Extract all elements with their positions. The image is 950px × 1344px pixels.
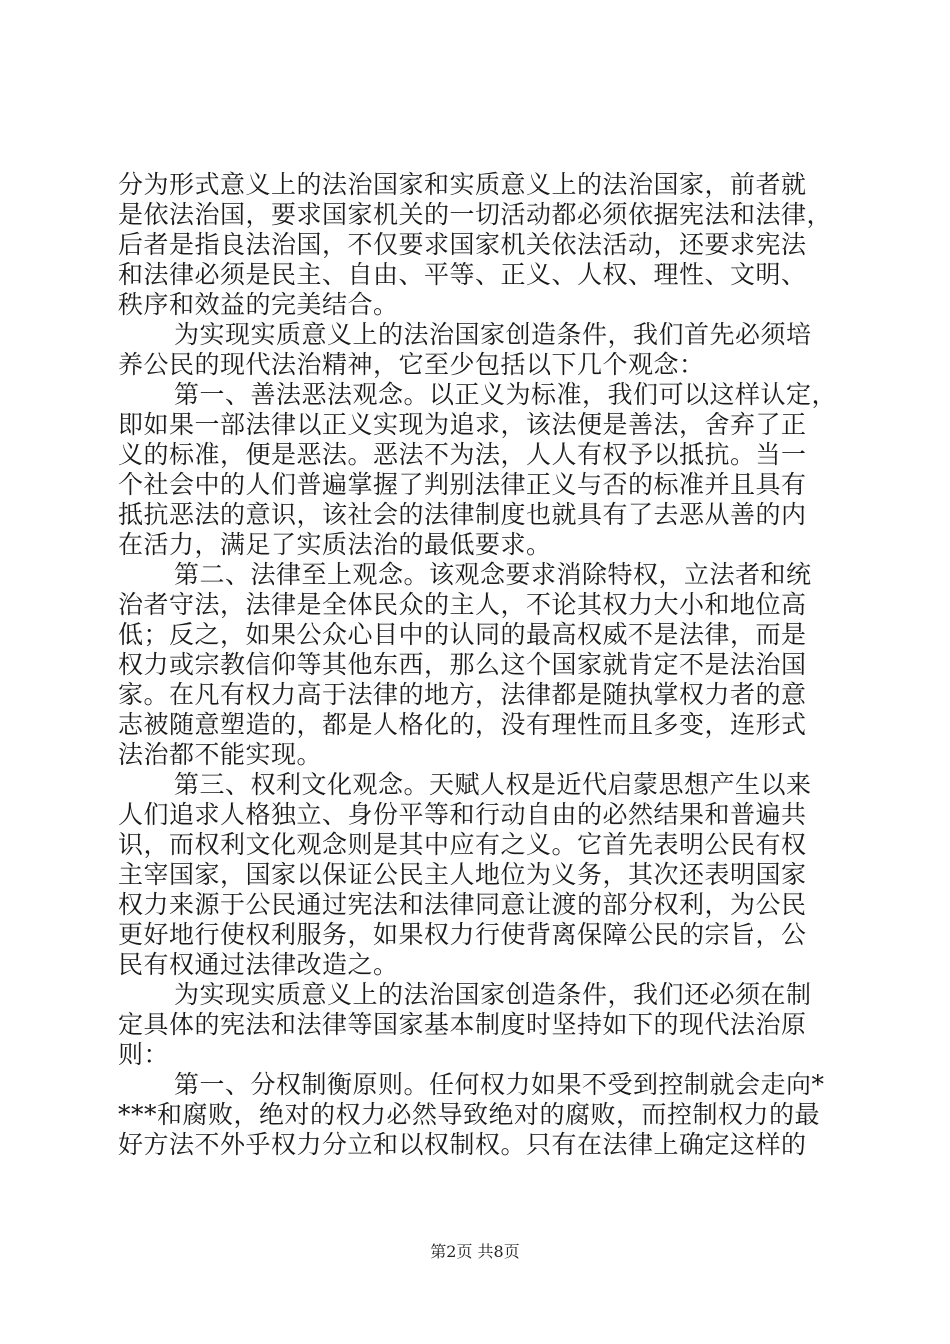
text-line: 志被随意塑造的，都是人格化的，没有理性而且多变，连形式 [118, 710, 807, 739]
page-number-footer: 第2页 共8页 [430, 1242, 520, 1261]
text-line: 秩序和效益的完美结合。 [118, 290, 399, 319]
paragraph-start-line: 为实现实质意义上的法治国家创造条件，我们还必须在制 [174, 980, 812, 1009]
text-line: 更好地行使权利服务，如果权力行使背离保障公民的宗旨，公 [118, 920, 807, 949]
paragraph-start-line: 第一、分权制衡原则。任何权力如果不受到控制就会走向* [174, 1070, 825, 1099]
text-line: ***和腐败，绝对的权力必然导致绝对的腐败，而控制权力的最 [118, 1100, 821, 1129]
text-line: 和法律必须是民主、自由、平等、正义、人权、理性、文明、 [118, 260, 807, 289]
text-line: 家。在凡有权力高于法律的地方，法律都是随执掌权力者的意 [118, 680, 807, 709]
text-line: 民有权通过法律改造之。 [118, 950, 399, 979]
text-line: 低；反之，如果公众心目中的认同的最高权威不是法律，而是 [118, 620, 807, 649]
body-text [118, 170, 838, 1160]
text-line: 权力来源于公民通过宪法和法律同意让渡的部分权利，为公民 [118, 890, 807, 919]
text-line: 主宰国家，国家以保证公民主人地位为义务，其次还表明国家 [118, 860, 807, 889]
text-line: 定具体的宪法和法律等国家基本制度时坚持如下的现代法治原 [118, 1010, 807, 1039]
text-line: 人们追求人格独立、身份平等和行动自由的必然结果和普遍共 [118, 800, 807, 829]
paragraph-start-line: 第二、法律至上观念。该观念要求消除特权，立法者和统 [174, 560, 812, 589]
paragraph-start-line: 第一、善法恶法观念。以正义为标准，我们可以这样认定， [174, 380, 838, 409]
text-line: 抵抗恶法的意识，该社会的法律制度也就具有了去恶从善的内 [118, 500, 807, 529]
paragraph-start-line: 第三、权利文化观念。天赋人权是近代启蒙思想产生以来 [174, 770, 812, 799]
text-line: 个社会中的人们普遍掌握了判别法律正义与否的标准并且具有 [118, 470, 807, 499]
text-line: 养公民的现代法治精神，它至少包括以下几个观念： [118, 350, 705, 379]
text-line: 治者守法，法律是全体民众的主人，不论其权力大小和地位高 [118, 590, 807, 619]
text-line: 在活力，满足了实质法治的最低要求。 [118, 530, 552, 559]
text-line: 法治都不能实现。 [118, 740, 323, 769]
text-line: 是依法治国，要求国家机关的一切活动都必须依据宪法和法律， [118, 200, 833, 229]
text-line: 则： [118, 1040, 170, 1069]
text-line: 好方法不外乎权力分立和以权制权。只有在法律上确定这样的 [118, 1130, 807, 1159]
text-line: 义的标准，便是恶法。恶法不为法，人人有权予以抵抗。当一 [118, 440, 807, 469]
text-line: 权力或宗教信仰等其他东西，那么这个国家就肯定不是法治国 [118, 650, 807, 679]
paragraph-start-line: 为实现实质意义上的法治国家创造条件，我们首先必须培 [174, 320, 812, 349]
text-line: 后者是指良法治国，不仅要求国家机关依法活动，还要求宪法 [118, 230, 807, 259]
text-line: 即如果一部法律以正义实现为追求，该法便是善法，舍弃了正 [118, 410, 807, 439]
text-line: 识，而权利文化观念则是其中应有之义。它首先表明公民有权 [118, 830, 807, 859]
text-line: 分为形式意义上的法治国家和实质意义上的法治国家，前者就 [118, 170, 807, 199]
